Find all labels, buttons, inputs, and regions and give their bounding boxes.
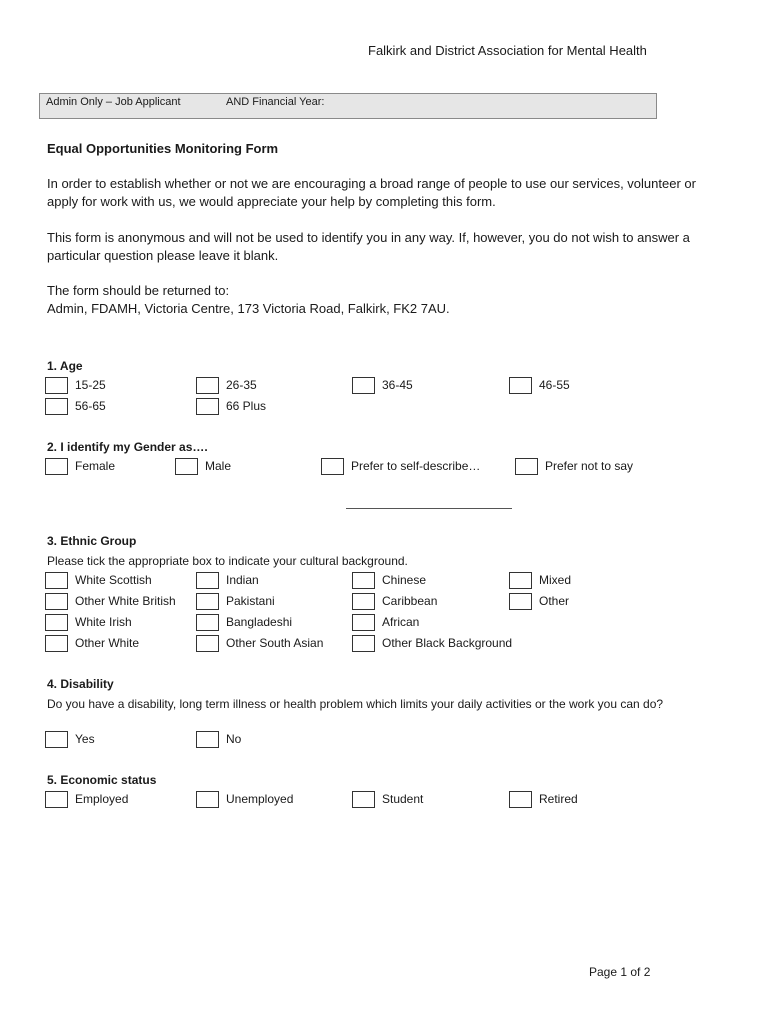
checkbox[interactable] — [196, 614, 219, 631]
checkbox[interactable] — [45, 458, 68, 475]
option-label: Male — [205, 459, 232, 473]
checkbox[interactable] — [45, 572, 68, 589]
option-label: Unemployed — [226, 792, 294, 806]
option-label: White Irish — [75, 615, 132, 629]
option-label: Indian — [226, 573, 259, 587]
checkbox[interactable] — [196, 731, 219, 748]
financial-year-label: AND Financial Year: — [226, 96, 325, 108]
checkbox[interactable] — [45, 791, 68, 808]
option-label: Prefer not to say — [545, 459, 634, 473]
age-heading: 1. Age — [47, 359, 83, 373]
disability-note: Do you have a disability, long term illness or health problem which limits your daily activities or the work you can do? — [47, 697, 664, 711]
option-label: Student — [382, 792, 424, 806]
gender-heading: 2. I identify my Gender as…. — [47, 440, 208, 454]
option-label: 26-35 — [226, 378, 257, 392]
checkbox[interactable] — [196, 398, 219, 415]
checkbox[interactable] — [352, 635, 375, 652]
option-label: Yes — [75, 732, 95, 746]
disability-heading: 4. Disability — [47, 677, 114, 691]
checkbox[interactable] — [352, 377, 375, 394]
option-label: 36-45 — [382, 378, 413, 392]
checkbox[interactable] — [45, 731, 68, 748]
admin-only-label: Admin Only – Job Applicant — [46, 96, 181, 108]
option-label: Other White British — [75, 594, 176, 608]
checkbox[interactable] — [509, 791, 532, 808]
checkbox[interactable] — [352, 572, 375, 589]
checkbox[interactable] — [45, 398, 68, 415]
checkbox[interactable] — [196, 377, 219, 394]
option-label: African — [382, 615, 420, 629]
checkbox[interactable] — [196, 593, 219, 610]
option-label: Bangladeshi — [226, 615, 293, 629]
option-label: 66 Plus — [226, 399, 267, 413]
ethnic-heading: 3. Ethnic Group — [47, 534, 137, 548]
checkbox[interactable] — [352, 614, 375, 631]
option-label: Other White — [75, 636, 140, 650]
option-label: Other South Asian — [226, 636, 324, 650]
option-label: Other Black Background — [382, 636, 513, 650]
checkbox[interactable] — [175, 458, 198, 475]
page-number: Page 1 of 2 — [589, 965, 651, 979]
option-label: Chinese — [382, 573, 427, 587]
option-label: 56-65 — [75, 399, 106, 413]
option-label: Pakistani — [226, 594, 275, 608]
checkbox[interactable] — [509, 593, 532, 610]
option-label: Female — [75, 459, 116, 473]
option-label: 46-55 — [539, 378, 570, 392]
option-label: White Scottish — [75, 573, 152, 587]
checkbox[interactable] — [196, 572, 219, 589]
checkbox[interactable] — [509, 377, 532, 394]
form-title: Equal Opportunities Monitoring Form — [47, 141, 279, 156]
option-label: Employed — [75, 792, 129, 806]
admin-only-box — [39, 93, 657, 119]
organisation-name: Falkirk and District Association for Mental Health — [368, 43, 647, 58]
checkbox[interactable] — [352, 791, 375, 808]
checkbox[interactable] — [196, 635, 219, 652]
checkbox[interactable] — [352, 593, 375, 610]
option-label: Other — [539, 594, 570, 608]
checkbox[interactable] — [45, 593, 68, 610]
checkbox[interactable] — [45, 635, 68, 652]
checkbox[interactable] — [196, 791, 219, 808]
option-label: Prefer to self-describe… — [351, 459, 481, 473]
intro-paragraph-2: This form is anonymous and will not be used to identify you in any way. If, however, you do not wish to answer a particular question please leave it blank. — [47, 230, 690, 263]
option-label: Mixed — [539, 573, 572, 587]
return-address: Admin, FDAMH, Victoria Centre, 173 Victoria Road, Falkirk, FK2 7AU. — [47, 301, 450, 316]
ethnic-note: Please tick the appropriate box to indicate your cultural background. — [47, 554, 408, 568]
checkbox[interactable] — [321, 458, 344, 475]
self-describe-write-in-line[interactable] — [346, 508, 512, 509]
checkbox[interactable] — [509, 572, 532, 589]
intro-paragraph-1: In order to establish whether or not we are encouraging a broad range of people to use our services, volunteer or apply for work with us, we would appreciate your help by completing this form. — [47, 176, 696, 209]
return-label: The form should be returned to: — [47, 283, 230, 298]
checkbox[interactable] — [515, 458, 538, 475]
option-label: Caribbean — [382, 594, 438, 608]
option-label: 15-25 — [75, 378, 106, 392]
economic-heading: 5. Economic status — [47, 773, 157, 787]
option-label: No — [226, 732, 242, 746]
checkbox[interactable] — [45, 377, 68, 394]
option-label: Retired — [539, 792, 578, 806]
checkbox[interactable] — [45, 614, 68, 631]
